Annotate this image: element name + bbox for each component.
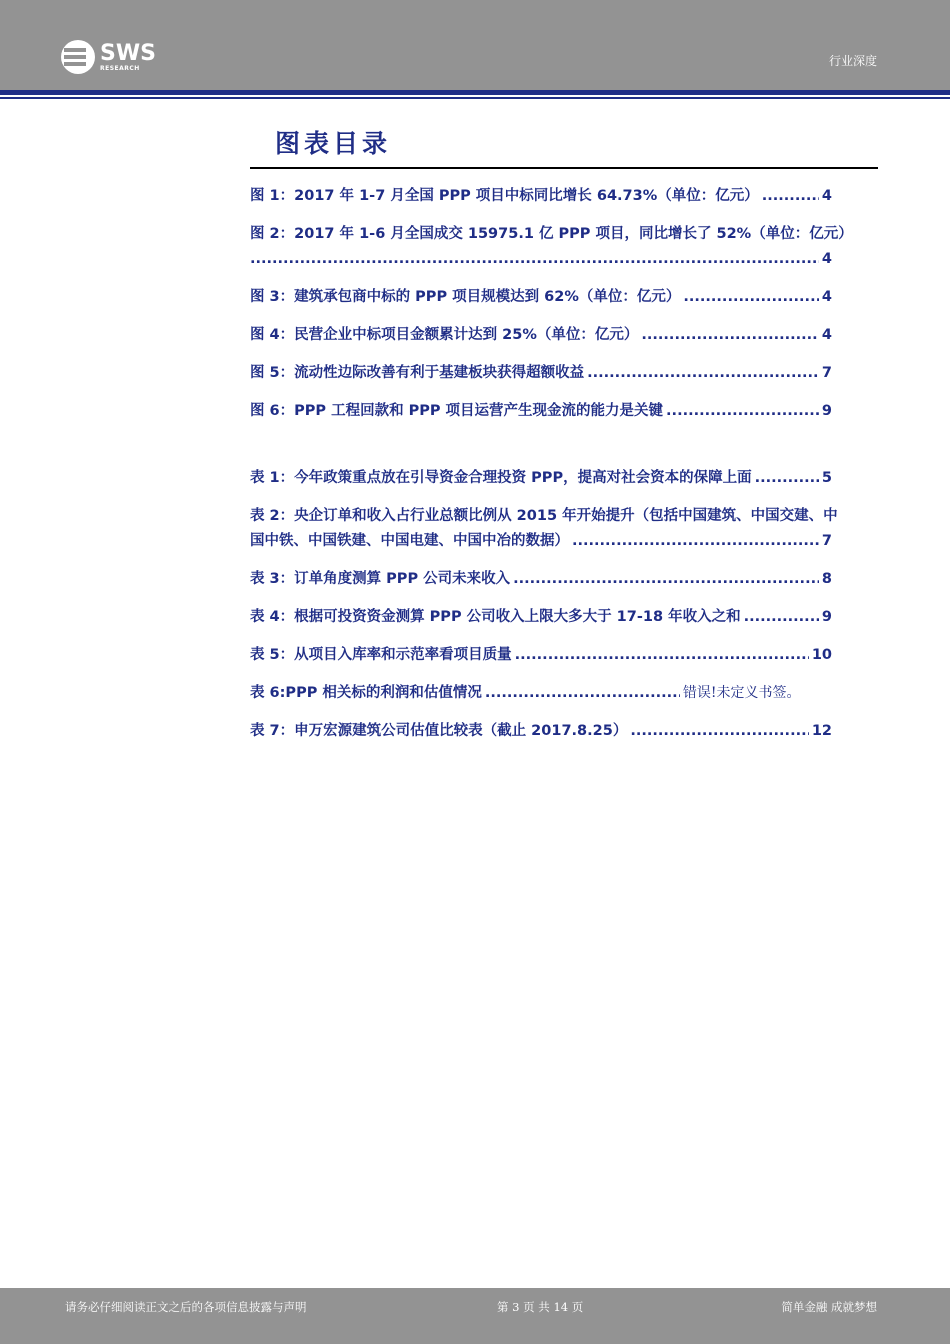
toc-page-number: 9 (821, 609, 832, 625)
toc-entry-text: 表 4：根据可投资资金测算 PPP 公司收入上限大多大于 17-18 年收入之和 (250, 609, 741, 625)
toc-entry-text: 图 3：建筑承包商中标的 PPP 项目规模达到 62%（单位：亿元） (250, 289, 681, 305)
toc-entry-figure-4[interactable] (250, 323, 832, 348)
toc-leader-dots (744, 605, 819, 630)
toc-page-number: 12 (811, 723, 832, 739)
toc-entry-text: 图 6：PPP 工程回款和 PPP 项目运营产生现金流的能力是关键 (250, 403, 664, 419)
toc-leader-dots (666, 399, 819, 424)
toc-leader-dots (683, 285, 819, 310)
header-rule (0, 90, 950, 95)
toc-leader-dots (485, 681, 680, 706)
toc-leader-dots (515, 643, 809, 668)
sws-logo-icon (60, 39, 96, 75)
toc-leader-dots (762, 184, 819, 209)
logo-sub-text: RESEARCH (100, 64, 140, 72)
toc-title: 图表目录 (275, 129, 392, 158)
toc-entry-text: 表 1：今年政策重点放在引导资金合理投资 PPP，提高对社会资本的保障上面 (250, 470, 752, 486)
toc-entry-table-3[interactable] (250, 567, 832, 592)
page-footer (0, 1288, 950, 1344)
toc-leader-dots (630, 719, 808, 744)
toc-entry-table-2[interactable] (250, 504, 878, 554)
toc-leader-dots (572, 529, 819, 554)
toc-entry-text-cont: 国中铁、中国铁建、中国电建、中国中冶的数据） (250, 533, 569, 549)
toc-page-number: 4 (821, 188, 832, 204)
toc-entry-table-5[interactable] (250, 643, 832, 668)
footer-page-info: 第 3 页 共 14 页 (497, 1300, 584, 1314)
toc-entry-text: 表 5：从项目入库率和示范率看项目质量 (250, 647, 512, 663)
toc-entry-text: 图 5：流动性边际改善有利于基建板块获得超额收益 (250, 365, 585, 381)
toc-page-number: 4 (821, 327, 832, 343)
toc-page-number: 7 (821, 533, 832, 549)
toc-entry-table-1[interactable] (250, 466, 832, 491)
footer-slogan: 简单金融 成就梦想 (781, 1300, 877, 1314)
toc-page-number: 5 (821, 470, 832, 486)
toc-leader-dots (755, 466, 819, 491)
toc-entry-table-4[interactable] (250, 605, 832, 630)
toc-page-number: 8 (821, 571, 832, 587)
toc-entry-text: 表 3：订单角度测算 PPP 公司未来收入 (250, 571, 511, 587)
toc-entry-text: 表 2：央企订单和收入占行业总额比例从 2015 年开始提升（包括中国建筑、中国交建、中 (250, 508, 838, 524)
toc-entry-text: 图 1：2017 年 1-7 月全国 PPP 项目中标同比增长 64.73%（单位：亿元） (250, 188, 759, 204)
toc-entry-text: 表 6:PPP 相关标的利润和估值情况 (250, 685, 482, 701)
toc-entry-figure-5[interactable] (250, 361, 832, 386)
toc-title-rule (250, 167, 878, 169)
sws-logo (60, 38, 156, 76)
toc-entry-figure-1[interactable] (250, 184, 832, 209)
report-category: 行业深度 (828, 54, 877, 68)
footer-disclaimer: 请务必仔细阅读正文之后的各项信息披露与声明 (65, 1300, 307, 1314)
toc-page-number: 4 (821, 289, 832, 305)
toc-leader-dots (641, 323, 819, 348)
toc-leader-dots (250, 247, 819, 272)
toc-page-error: 错误!未定义书签。 (682, 685, 801, 701)
toc-entry-table-6[interactable] (250, 681, 850, 706)
logo-wordmark (100, 40, 156, 72)
header-rule-thin (0, 97, 950, 99)
toc-page-number: 9 (821, 403, 832, 419)
toc-entry-figure-6[interactable] (250, 399, 832, 424)
toc-page-number: 10 (811, 647, 832, 663)
toc-entry-text: 图 2：2017 年 1-6 月全国成交 15975.1 亿 PPP 项目，同比增长了 52%（单位：亿元） (250, 226, 853, 242)
toc-page-number: 4 (821, 251, 832, 267)
toc-entry-table-7[interactable] (250, 719, 832, 744)
logo-main-text: SWS (100, 40, 156, 66)
toc-entry-figure-2[interactable] (250, 222, 853, 272)
toc-leader-dots (513, 567, 819, 592)
toc-entry-figure-3[interactable] (250, 285, 832, 310)
toc-leader-dots (587, 361, 819, 386)
toc-entry-text: 表 7：申万宏源建筑公司估值比较表（截止 2017.8.25） (250, 723, 628, 739)
toc-page-number: 7 (821, 365, 832, 381)
toc-entry-text: 图 4：民营企业中标项目金额累计达到 25%（单位：亿元） (250, 327, 639, 343)
